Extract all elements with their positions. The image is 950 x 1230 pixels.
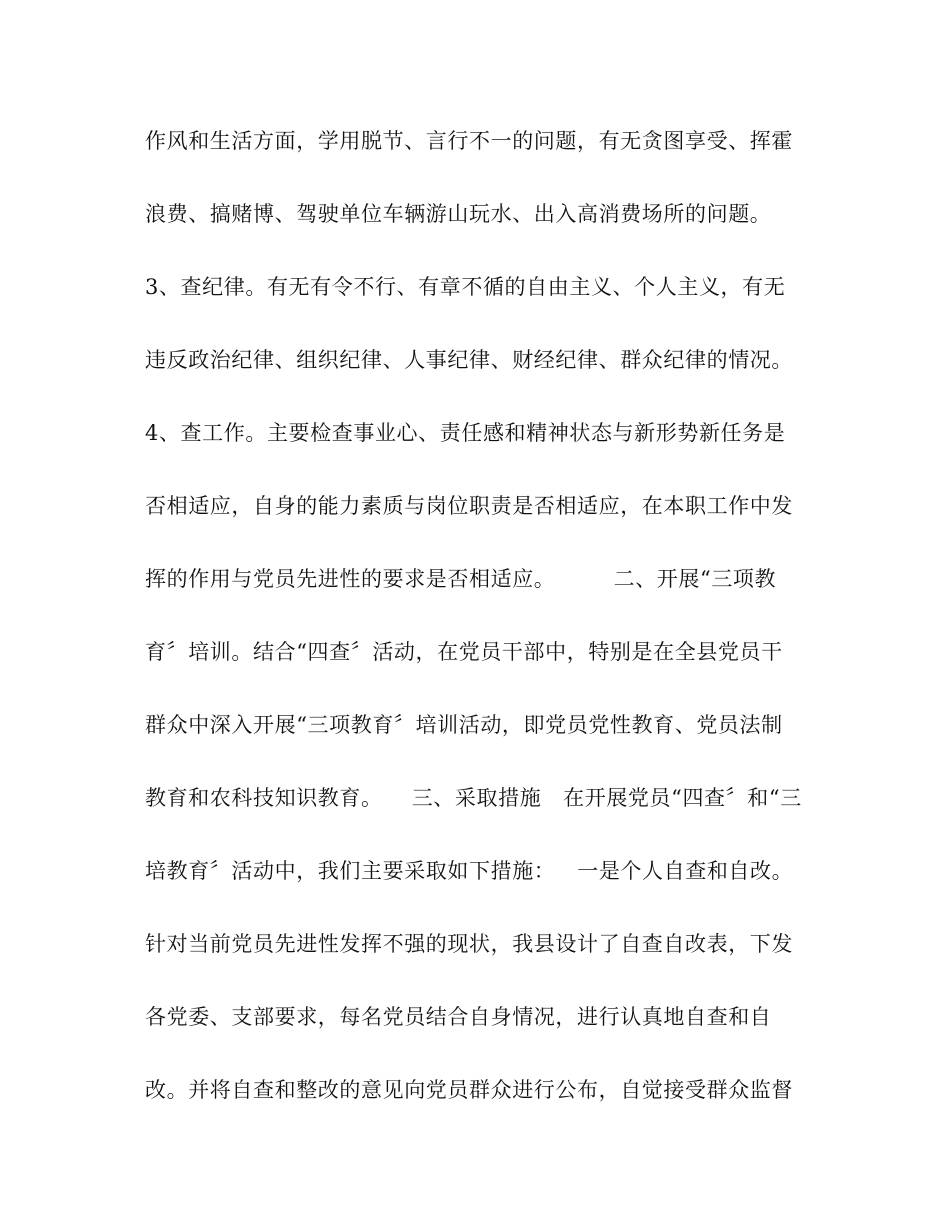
body-text-line: 违反政治纪律、组织纪律、人事纪律、财经纪律、群众纪律的情况。 — [145, 348, 793, 372]
body-text-line: 教育和农科技知识教育。 三、采取措施 在开展党员“四查〞和“三 — [145, 786, 802, 810]
body-text-line: 否相适应，自身的能力素质与岗位职责是否相适应，在本职工作中发 — [145, 494, 793, 518]
body-text-line: 改。并将自查和整改的意见向党员群众进行公布，自觉接受群众监督 — [145, 1078, 793, 1102]
body-text-line: 各党委、支部要求，每名党员结合自身情况，进行认真地自查和自 — [145, 1005, 772, 1029]
body-text-line: 挥的作用与党员先进性的要求是否相适应。 二、开展“三项教 — [145, 567, 777, 591]
body-text-line: 育〞培训。结合“四查〞活动，在党员干部中，特别是在全县党员干 — [145, 640, 783, 664]
body-text-line: 作风和生活方面，学用脱节、言行不一的问题，有无贪图享受、挥霍 — [145, 129, 793, 153]
body-text-line: 浪费、搞赌博、驾驶单位车辆游山玩水、出入高消费场所的问题。 — [145, 202, 772, 226]
body-text-line: 群众中深入开展“三项教育〞培训活动，即党员党性教育、党员法制 — [145, 713, 783, 737]
body-text-line: 4、查工作。主要检查事业心、责任感和精神状态与新形势新任务是 — [145, 421, 786, 445]
body-text-line: 培教育〞活动中，我们主要采取如下措施： 一是个人自查和自改。 — [145, 859, 794, 883]
body-text-line: 3、查纪律。有无有令不行、有章不循的自由主义、个人主义，有无 — [145, 275, 786, 299]
body-text-line: 针对当前党员先进性发挥不强的现状，我县设计了自查自改表，下发 — [145, 932, 793, 956]
